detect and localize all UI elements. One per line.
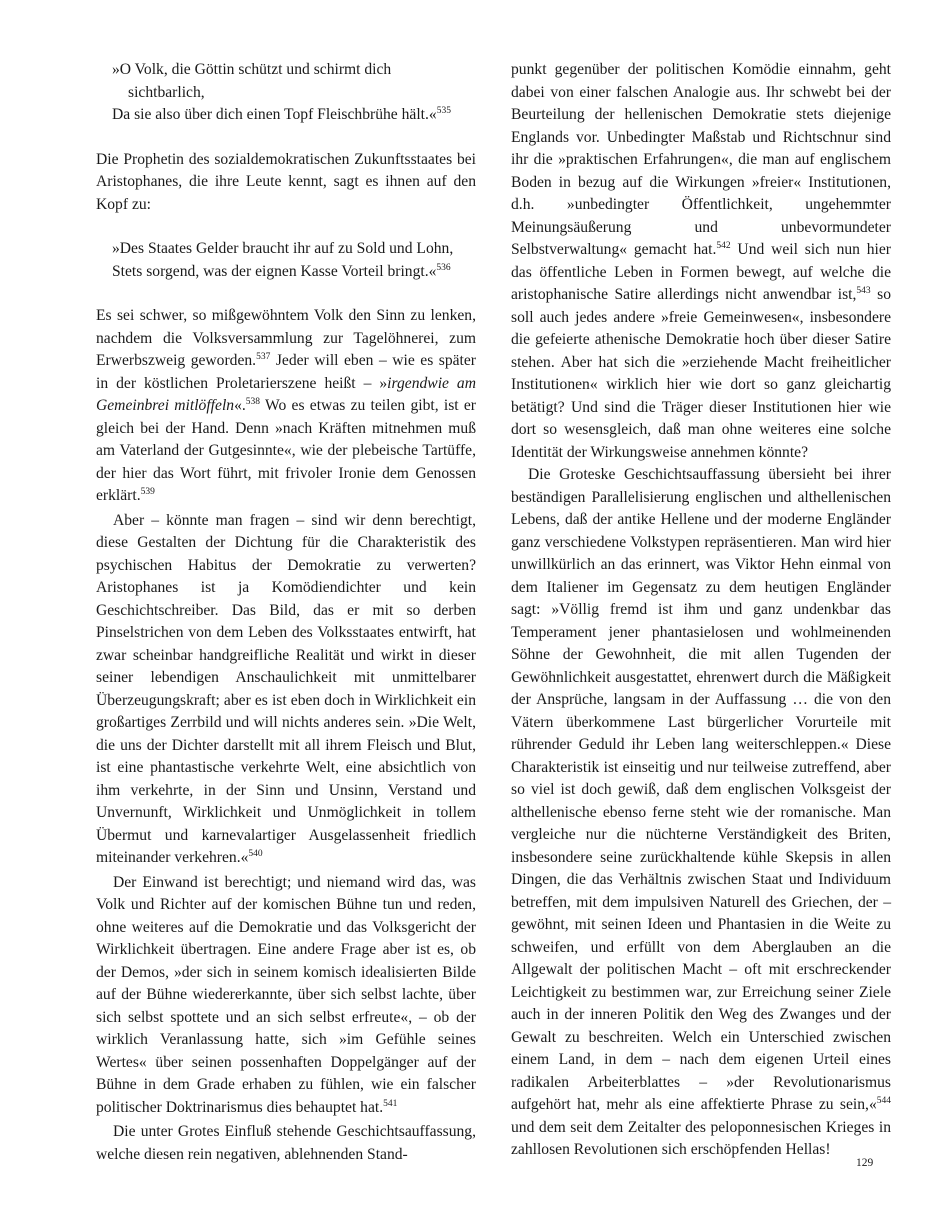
- paragraph: Die Prophetin des sozialdemokratischen Zukunftsstaates bei Aristophanes, die ihre Leute kennt, sagt es ihnen auf den Kopf zu:: [96, 150, 476, 213]
- footnote-ref: 542: [716, 241, 731, 251]
- italic-quote: irgendwie am Gemeinbrei mitlöffeln: [96, 374, 476, 414]
- verse-line-continuation: sichtbarlich,: [128, 83, 205, 101]
- footnote-ref: 540: [248, 849, 263, 859]
- paragraph: Aber – könnte man fragen – sind wir denn berechtigt, diese Gestalten der Dichtung für die Charakteristik des psychischen Habitus der Demokratie zu verwerten? Aristophanes ist ja Komödiendichter und kein Geschichtschreiber. Das Bild, das er mit so derben Pinselstrichen von dem Leben des Volksstaates entwirft, hat zwar scheinbar handgreifliche Realität und wirkt in dieser seiner lebendigen Anschaulichkeit mit unmittelbarer Überzeugungskraft; aber es ist eben doch in Wirklichkeit ein großartiges Zerrbild und will nichts anderes sein. »Die Welt, die uns der Dichter darstellt mit all ihrem Fleisch und Blut, ist eine phantastische verkehrte Welt, eine absichtlich von ihm verkehrte, in der Sinn und Unsinn, Verstand und Unvernunft, Wirklichkeit und Unmöglichkeit in tollem Übermut und karnevalartiger Ausgelassenheit friedlich miteinander verkehren.«$^{540}$: [96, 511, 476, 866]
- paragraph: Die unter Grotes Einfluß stehende Geschichtsauffassung, welche diesen rein negativen, ablehnenden Stand-: [96, 1123, 476, 1163]
- verse-quote-1: [112, 59, 476, 127]
- verse-line: Stets sorgend, was der eignen Kasse Vorteil bringt.«$^{536}$: [112, 262, 451, 280]
- footnote-ref: 544: [876, 1096, 891, 1106]
- paragraph: Es sei schwer, so mißgewöhntem Volk den Sinn zu lenken, nachdem die Volksversammlung zur Tagelöhnerei, zum Erwerbszweig geworden.$^{537}$ Jeder will eben – wie es später in der köstlichen Proletarierszene heißt – »irgendwie am Gemeinbrei mitlöffeln«.$^{538}$ Wo es etwas zu teilen gibt, ist er gleich bei der Hand. Denn »nach Kräften mitnehmen muß am Vaterland der Gutgesinnte«, wie der plebeische Tartüffe, der hier das Wort führt, mit frivoler Ironie dem Genossen erklärt.$^{539}$: [96, 307, 477, 504]
- verse-line: »Des Staates Gelder braucht ihr auf zu Sold und Lohn,: [112, 240, 454, 257]
- page-number: 129: [856, 1157, 874, 1169]
- right-column: [511, 59, 891, 1162]
- footnote-ref: 539: [140, 487, 155, 497]
- footnote-ref: 535: [436, 106, 451, 116]
- footnote-ref: 538: [245, 397, 261, 407]
- left-column: [96, 59, 476, 1166]
- footnote-ref: 541: [383, 1098, 398, 1109]
- footnote-ref: 543: [856, 286, 871, 296]
- verse-line: »O Volk, die Göttin schützt und schirmt dich: [112, 61, 392, 78]
- verse-line: Da sie also über dich einen Topf Fleischbrühe hält.«$^{535}$: [112, 106, 451, 123]
- footnote-ref: 537: [256, 352, 271, 362]
- footnote-ref: 536: [436, 262, 451, 273]
- paragraph: Die Groteske Geschichtsauffassung übersieht bei ihrer beständigen Parallelisierung englischen und althellenischen Lebens, daß der antike Hellene und der moderne Engländer ganz verschiedene Volkstypen repräsentieren. Man wird hier unwillkürlich an das erinnert, was Viktor Hehn einmal von dem Italiener im Gegensatz zu dem heutigen Engländer sagt: »Völlig fremd ist ihm und ganz undenkbar das Temperament jener phantasielosen und wohlmeinenden Söhne der Gewohnheit, die mit allen Tugenden der Gewöhnlichkeit ausgestattet, ehrenwert durch die Mäßigkeit der Ansprüche, langsam in der Auffassung … die von den Vätern überkommene Last bürgerlicher Vorurteile mit rührender Geduld ihr Leben lang weiterschleppen.« Diese Charakteristik ist einseitig und nur teilweise zutreffend, aber so viel ist doch gewiß, daß dem englischen Volksgeist der althellenische ebenso ferne steht wie der romanische. Man vergleiche nur die nüchterne Verständigkeit des Briten, insbesondere seine zurückhaltende kühle Skepsis in allen Dingen, die das Verhältnis zwischen Staat und Individuum betreffen, mit dem impulsiven Naturell des Griechen, der – gewöhnt, mit seinen Ideen und Phantasien in die Weite zu schweifen, und erfüllt von dem Aberglauben an die Allgewalt der politischen Macht – oft mit erschreckender Leichtigkeit zu bestimmen war, zur Erreichung seiner Ziele auch in der inneren Politik den Weg des Zwanges und der Gewalt zu beschreiten. Welch ein Unterschied zwischen einem Land, in dem – nach dem eigenen Urteil eines radikalen Arbeiterblattes – »der Revolutionarismus aufgehört hat, mehr als eine affektierte Phrase zu sein,«$^{544}$ und dem seit dem Zeitalter des peloponnesischen Krieges in zahllosen Revolutionen sich erschöpfenden Hellas!: [511, 466, 891, 1158]
- paragraph: Der Einwand ist berechtigt; und niemand wird das, was Volk und Richter auf der komischen Bühne tun und reden, ohne weiteres auf die Demokratie und das Volksgericht der Wirklichkeit übertragen. Eine andere Frage aber ist es, ob der Demos, »der sich in seinem komisch idealisierten Bilde auf der Bühne wiedererkannte, über sich selbst lachte, über sich selbst spottete und an sich selbst erfreute«, – ob der wirklich Veranlassung hatte, sich »im Gefühle seines Wertes« über seinen possenhaften Doppelgänger auf der Bühne in dem Grade erhaben zu fühlen, wie ein falscher politischer Doktrinarismus dies behauptet hat.$^{541}$: [96, 873, 476, 1116]
- paragraph: punkt gegenüber der politischen Komödie einnahm, geht dabei von einer falschen Analogie aus. Ihr schwebt bei der Beurteilung der hellenischen Demokratie stets diejenige Englands vor. Unbedingter Maßstab und Richtschnur sind ihr die »praktischen Erfahrungen«, die man auf englischem Boden in bezug auf die Wirkungen »freier« Institutionen, d.h. »unbedingter Öffentlichkeit, ungehemmter Meinungsäußerung und unbevormundeter Selbstverwaltung« gemacht hat.$^{542}$ Und weil sich nun hier das öffentliche Leben in Formen bewegt, auf welche die aristophanische Satire allerdings nicht anwendbar ist,$^{543}$ so soll auch jedes andere »freie Gemeinwesen«, insbesondere die gefeierte athenische Demokratie hoch über dieser Satire stehen. Aber hat sich die »erziehende Macht freiheitlicher Institutionen« wirklich hier wie dort so ganz gleichartig betätigt? Und sind die Träger dieser Institutionen hier wie dort so wesensgleich, daß man ohne weiteres eine solche Identität der Wirkungsweise annehmen könnte?: [511, 61, 892, 461]
- verse-quote-2: [112, 238, 476, 283]
